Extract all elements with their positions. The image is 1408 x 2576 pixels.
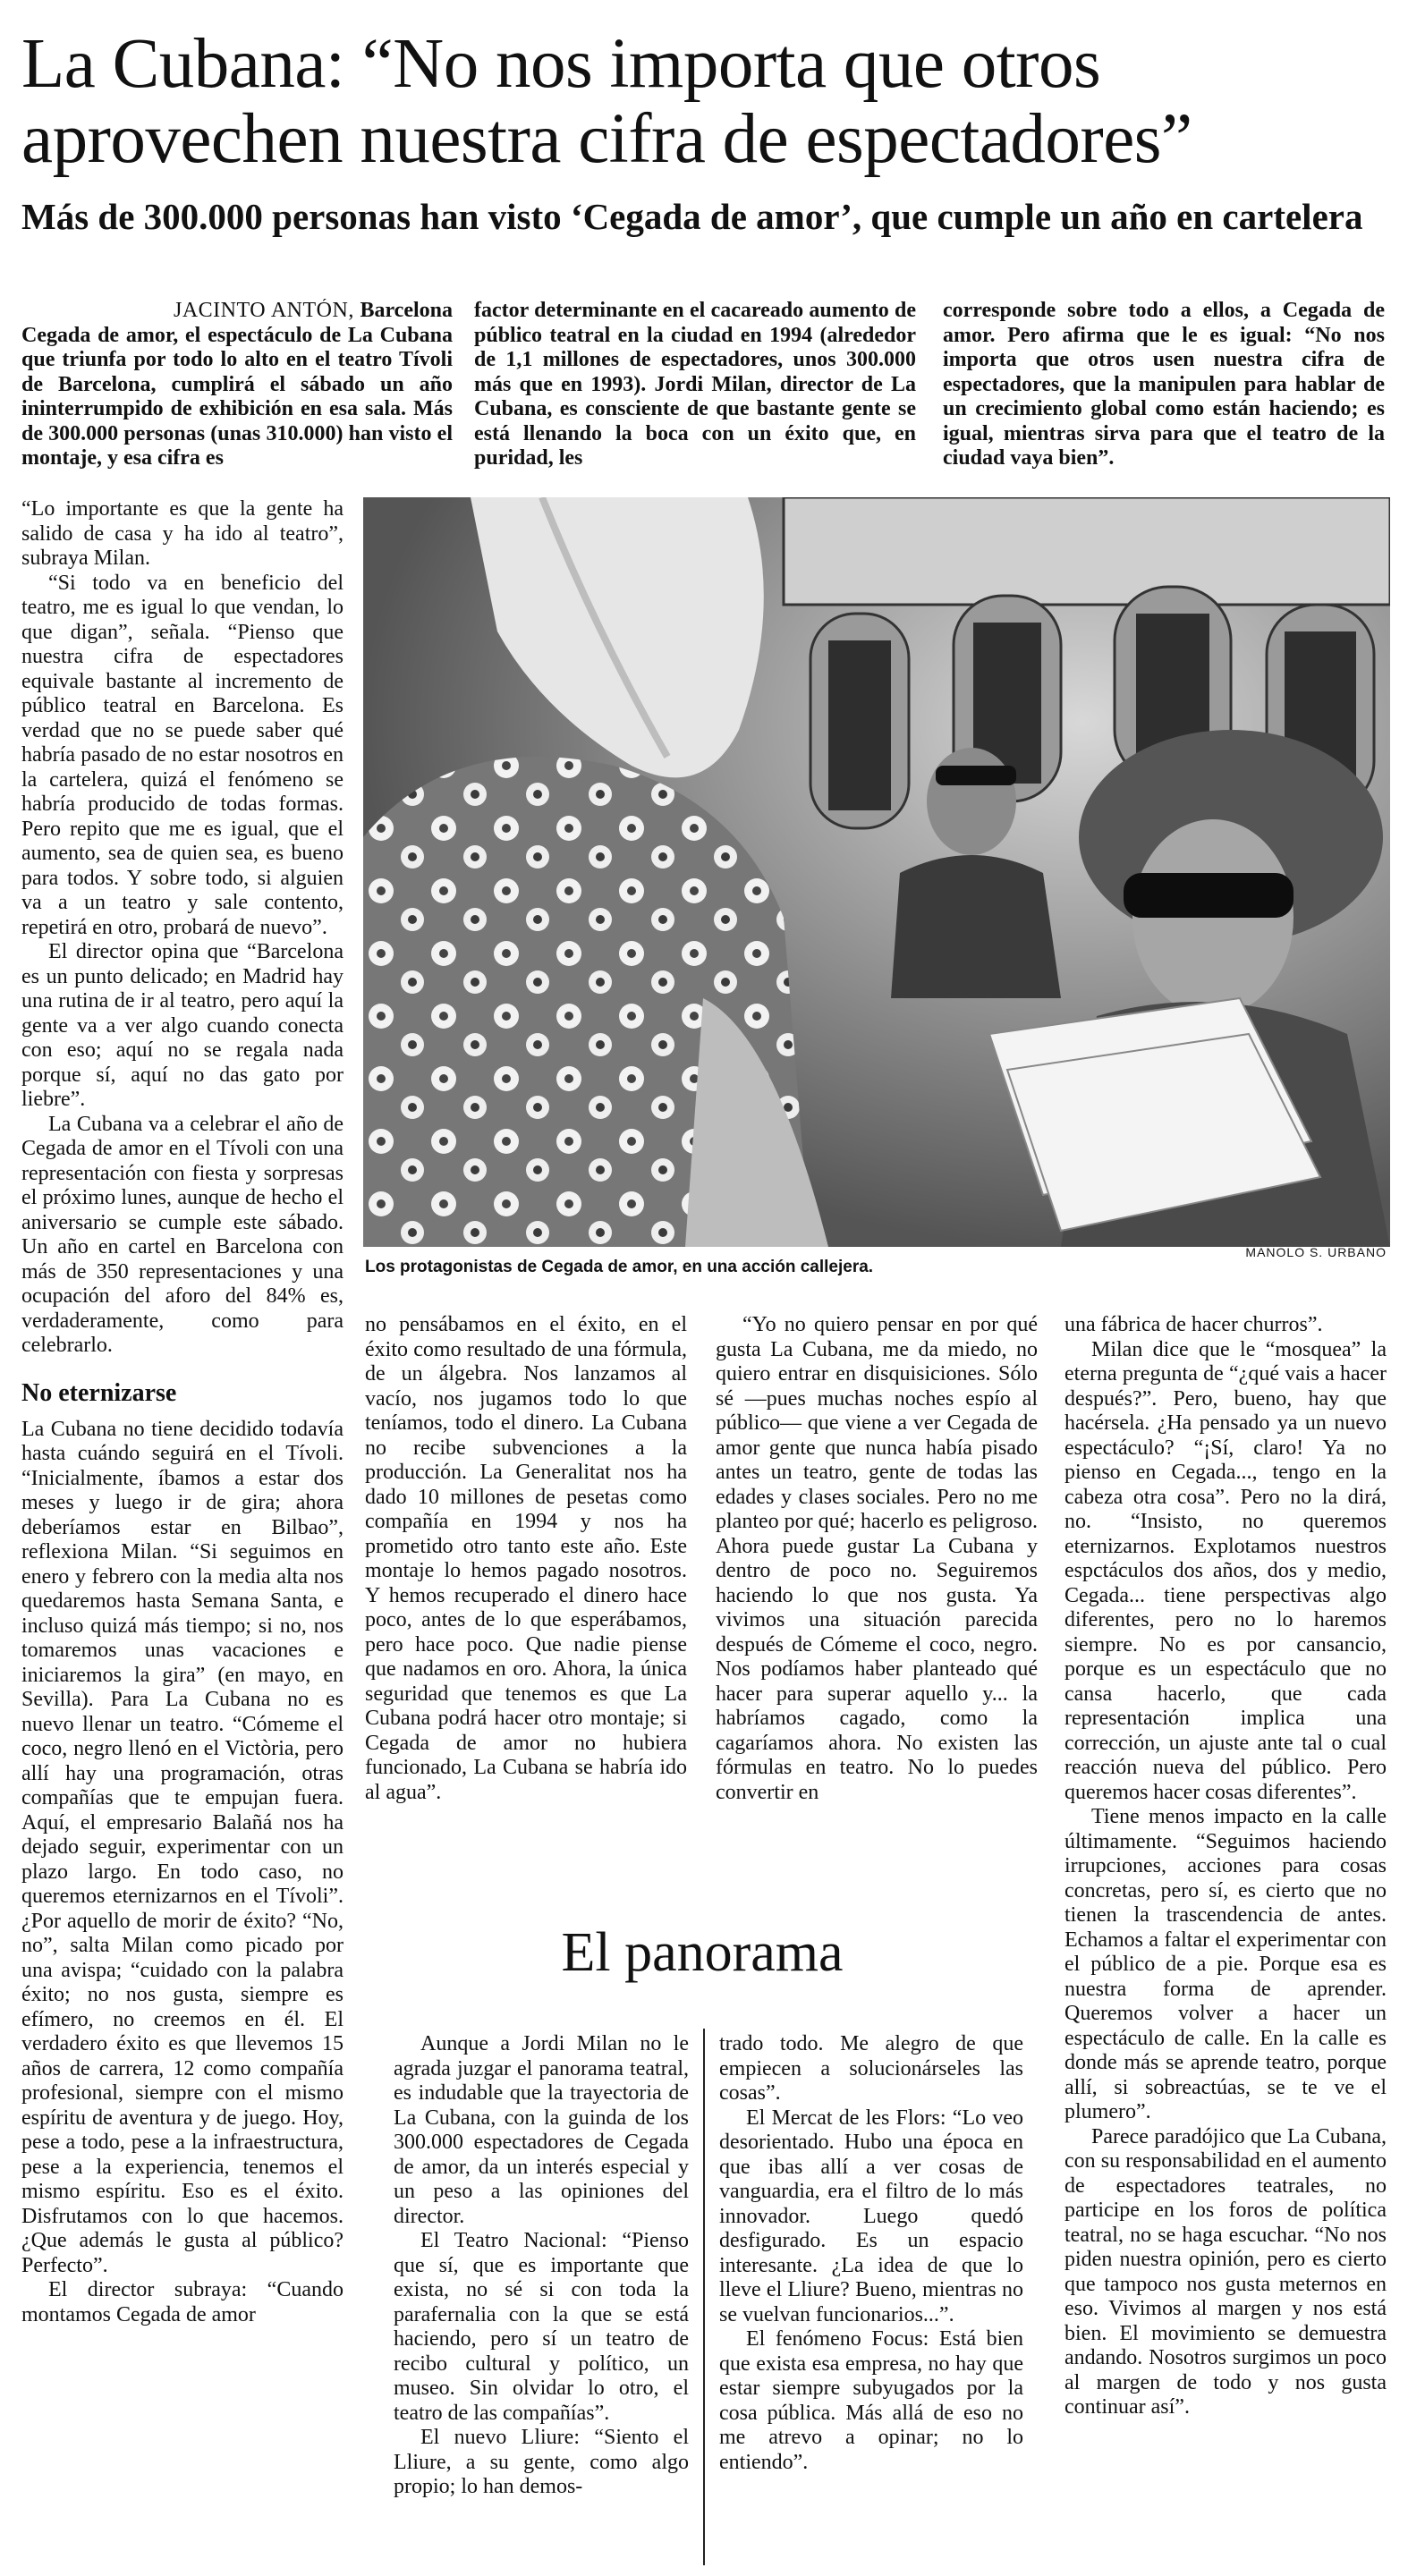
- lead-text-2: factor determinante en el cacareado aumento de público teatral en la ciudad en 1994 (alrededor de 1,1 millones de espectadores, unos 300.000 más que en 1993). Jordi Milan, director de La Cubana, es consciente de que bastante gente se está llenando la boca con un éxito que, en puridad, les: [474, 299, 916, 470]
- section-heading-no-eternizarse: No eternizarse: [21, 1378, 177, 1407]
- left-p1: “Lo importante es que la gente ha salido de casa y ha ido al teatro”, subraya Milan.: [21, 497, 344, 570]
- left-column: [21, 497, 344, 2563]
- right-p2: Milan dice que le “mosquea” la eterna pregunta de “¿qué vais a hacer después?”. Pero, bueno, hay que hacérsela. ¿Ha pensado ya un nuevo espectáculo? “¡Sí, claro! Ya no pienso en Cegada..., tengo en la cabeza otra cosa”. Pero no la dirá, no. “Insisto, no queremos eternizarnos. Explotamos nuestros espctáculos dos años, dos y medio, Cegada... tiene perspectivas algo diferentes, pero no lo haremos siempre. No es por cansancio, porque es un espectáculo que no cansa hacerlo, que cada representación implica una corrección, un ajuste ante tal o cual reacción nueva del público. Pero queremos hacer cosas diferentes”.: [1064, 1337, 1387, 1804]
- photo-image: [363, 497, 1390, 1247]
- middle-column-2: [716, 1313, 1038, 1868]
- column-divider: [703, 2029, 705, 2565]
- photo-credit: MANOLO S. URBANO: [1245, 1245, 1387, 1259]
- right-p1: una fábrica de hacer churros”.: [1064, 1313, 1323, 1336]
- panorama-a-p1: Aunque a Jordi Milan no le agrada juzgar el panorama teatral, es indudable que la trayectoria de La Cubana, con la guinda de los 300.000 espectadores de Cegada de amor, da un interés especial y un peso a las opiniones del director.: [394, 2032, 689, 2228]
- panorama-a-p2: El Teatro Nacional: “Pienso que sí, que es importante que exista, no sé si con toda la parafernalia con la que se está haciendo, pero sí un teatro de recibo cultural y político, un museo. Sin olvidar lo otro, el teatro de las compañías”.: [394, 2229, 689, 2425]
- headline: La Cubana: “No nos importa que otros aprovechen nuestra cifra de espectadores”: [21, 25, 1192, 178]
- left-p3: El director opina que “Barcelona es un punto delicado; en Madrid hay una rutina de ir al teatro, pero aquí la gente va a ver algo cuando conecta con eso; aquí no se regala nada porque sí, aquí no das gato por liebre”.: [21, 940, 344, 1111]
- photo-caption: Los protagonistas de Cegada de amor, en una acción callejera.: [365, 1258, 874, 1276]
- left-p5: La Cubana no tiene decidido todavía hasta cuándo seguirá en el Tívoli. “Inicialmente, íbamos a estar dos meses y luego ir de gira; ahora deberíamos estar en Bilbao”, reflexiona Milan. “Si seguimos en enero y febrero con la media alta nos quedaremos hasta Semana Santa, e incluso quizá más tiempo; si no, nos tomaremos unas vacaciones e iniciaremos la gira” (en mayo, en Sevilla). Para La Cubana no es nuevo llenar un teatro. “Cómeme el coco, negro llenó en el Victòria, pero allí hay una programación, otras compañías que te empujan fuera. Aquí, el empresario Balañá nos ha dejado seguir, experimentar con un plazo largo. En todo caso, no queremos eternizarnos en el Tívoli”. ¿Por aquello de morir de éxito? “No, no”, salta Milan como picado por una avispa; “cuidado con la palabra éxito; no nos gusta, siempre es efímero, no creemos en él. El verdadero éxito es que llevemos 15 años de carrera, 12 como compañía profesional, siempre con el mismo espíritu de aventura y de juego. Hoy, pese a todo, pese a la infraestructura, pese a la experiencia, tenemos el mismo espíritu. Eso es el éxito. Disfrutamos con lo que hacemos. ¿Que además le gusta al público? Perfecto”.: [21, 1417, 344, 2277]
- panorama-b-p2: El Mercat de les Flors: “Lo veo desorientado. Hubo una época en que ibas allí a ver cosas de vanguardia, era el filtro de lo más innovador. Luego quedó desfigurado. Es un espacio interesante. ¿La idea de que lo lleve el Lliure? Bueno, mientras no se vuelvan funcionarios...”.: [719, 2106, 1023, 2326]
- left-p6: El director subraya: “Cuando montamos Cegada de amor: [21, 2278, 344, 2326]
- middle-column-1: [365, 1313, 687, 1868]
- panorama-column-b: [719, 2032, 1023, 2569]
- left-p4: La Cubana va a celebrar el año de Cegada de amor en el Tívoli con una representación con fiesta y sorpresas el próximo lunes, aunque de hecho el aniversario se cumple este sábado. Un año en cartel en Barcelona con más de 350 representaciones y una ocupación del aforo del 84% es, verdaderamente, como para celebrarlo.: [21, 1112, 344, 1357]
- byline: JACINTO ANTÓN,: [174, 299, 354, 322]
- subheadline: Más de 300.000 personas han visto ‘Cegada de amor’, que cumple un año en cartelera: [21, 196, 1363, 237]
- middle-1-text: no pensábamos en el éxito, en el éxito como resultado de una fórmula, de un álgebra. Nos lanzamos al vacío, nos jugamos todo lo que teníamos, todo el dinero. La Cubana no recibe subvenciones a la producción. La Generalitat nos ha dado 10 millones de pesetas como compañía en 1994 y nos ha prometido otro tanto este año. Este montaje lo hemos pagado nosotros. Y hemos recuperado el dinero hace poco, antes de lo que esperábamos, pero hace poco. Que nadie piense que nadamos en oro. Ahora, la única seguridad que tenemos es que La Cubana podrá hacer otro montaje; si Cegada de amor no hubiera funcionado, La Cubana se habría ido al agua”.: [365, 1313, 687, 1804]
- right-p4: Parece paradójico que La Cubana, con su responsabilidad en el aumento de espectadores teatrales, no participe en los foros de política teatral, no se haga escuchar. “No nos piden nuestra opinión, pero es cierto que tampoco nos gusta meternos en eso. Vivimos al margen y nos está bien. El movimiento se demuestra andando. Nosotros surgimos un poco al margen de todo y nos gusta continuar así”.: [1064, 2124, 1387, 2419]
- panorama-column-a: [394, 2032, 689, 2569]
- lead-column-3: [943, 299, 1385, 478]
- right-column: [1064, 1313, 1387, 2565]
- middle-2-text: “Yo no quiero pensar en por qué gusta La Cubana, me da miedo, no quiero entrar en disquisiciones. Sólo sé —pues muchas noches espío al público— que viene a ver Cegada de amor gente que nunca había pisado antes un teatro, gente de todas las edades y clases sociales. Pero no me planteo por qué; hacerlo es peligroso. Ahora puede gustar La Cubana y dentro de poco no. Seguiremos haciendo lo que nos gusta. Ya vivimos una situación parecida después de Cómeme el coco, negro. Nos podíamos haber planteado qué hacer para superar aquello y... la habríamos cagado, como la cagaríamos ahora. No existen las fórmulas en teatro. No lo puedes convertir en: [716, 1313, 1038, 1804]
- panorama-title: El panorama: [561, 1922, 844, 1983]
- lead-column-2: [474, 299, 916, 478]
- panorama-b-p1: trado todo. Me alegro de que empiecen a solucionárseles las cosas”.: [719, 2032, 1023, 2105]
- right-p3: Tiene menos impacto en la calle últimamente. “Seguimos haciendo irrupciones, acciones para cosas concretas, pero sí, es cierto que no tienen la trascendencia de antes. Echamos a faltar el experimentar con el público de a pie. Porque esa es nuestra forma de aprender. Queremos volver a hacer un espectáculo de calle. En la calle es donde más se aprende teatro, porque allí, si sobreactúas, se te ve el plumero”.: [1064, 1805, 1387, 2123]
- left-p2: “Si todo va en beneficio del teatro, me es igual lo que vendan, lo que digan”, señala. “Pienso que nuestra cifra de espectadores equivale bastante al incremento de público teatral en Barcelona. Es verdad que no se puede saber qué habría pasado de no estar nosotros en la cartelera, quizá el fenómeno se habría producido de todas formas. Pero repito que me es igual, que el aumento, sea de quien sea, es bueno para todos. Y sobre todo, si alguien va a un teatro y sale contento, repetirá en otro, probará de nuevo”.: [21, 571, 344, 939]
- dateline: Barcelona: [360, 299, 453, 322]
- lead-text-3: corresponde sobre todo a ellos, a Cegada de amor. Pero afirma que le es igual: “No nos importa que otros usen nuestra cifra de espectadores, que la manipulen para hablar de un crecimiento global como están haciendo; es igual, mientras sirva para que el teatro de la ciudad vaya bien”.: [943, 299, 1385, 470]
- lead-text-1: Cegada de amor, el espectáculo de La Cubana que triunfa por todo lo alto en el teatro Tívoli de Barcelona, cumplirá el sábado un año ininterrumpido de exhibición en esa sala. Más de 300.000 personas (unas 310.000) han visto el montaje, y esa cifra es: [21, 323, 453, 470]
- lead-column-1: [21, 299, 453, 478]
- panorama-a-p3: El nuevo Lliure: “Siento el Lliure, a su gente, como algo propio; lo han demos-: [394, 2426, 689, 2498]
- panorama-b-p3: El fenómeno Focus: Está bien que exista esa empresa, no hay que estar siempre subyugados por la cosa pública. Más allá de eso no me atrevo a opinar; no lo entiendo”.: [719, 2327, 1023, 2474]
- photo-street-action: [363, 497, 1390, 1247]
